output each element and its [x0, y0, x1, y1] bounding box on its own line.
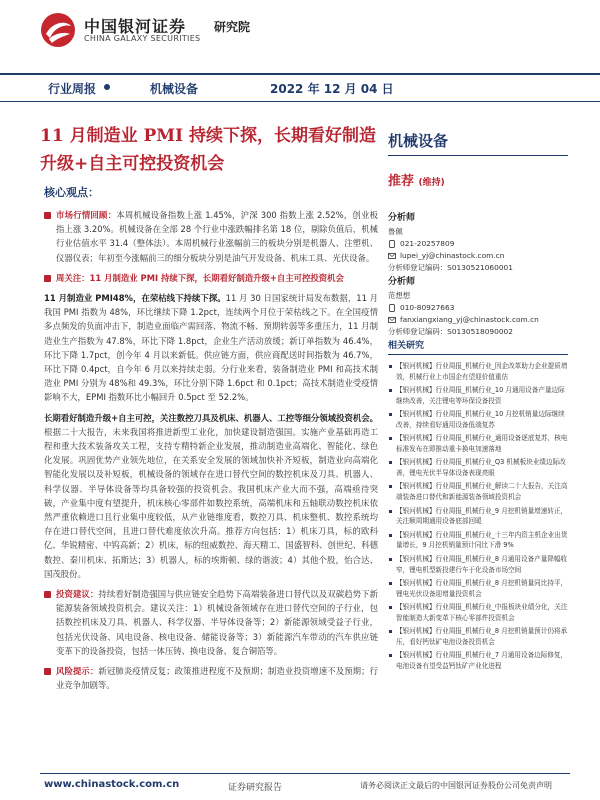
sidebar-rating [388, 130, 568, 189]
report-type: 行业周报 [48, 82, 97, 96]
bullet-icon [44, 591, 51, 598]
separator-dot-icon [104, 84, 110, 90]
investment-lead: 长期看好制造升级+自主可控，关注数控刀具及机床、机器人、工控等细分领域投资机会。 [44, 412, 378, 423]
related-item[interactable]: 【银河机械】行业周报_机械行业_通用设备逐底复苏，核电标准发布在即推动重卡换电加速落地 [388, 433, 568, 455]
analyst-email[interactable]: fanxiangxiang_yj@chinastock.com.cn [400, 315, 539, 324]
weekly-focus-paragraph [44, 271, 378, 285]
brand-name-en: CHINA GALAXY SECURITIES [84, 34, 201, 43]
related-list [388, 361, 568, 672]
sector-name: 机械设备 [388, 132, 449, 150]
risk-text: 新冠肺炎疫情反复；政策推进程度不及预期；制造业投资增速不及预期；行业竞争加剧等。 [56, 666, 379, 691]
brand-logo [40, 10, 340, 50]
bar-bottom-rule [0, 101, 600, 102]
related-heading: 相关研究 [388, 341, 425, 351]
report-info-bar [0, 73, 600, 103]
bar-top-rule [0, 73, 600, 75]
footer-report-kind: 证券研究报告 [228, 783, 283, 793]
footer-url[interactable]: www.chinastock.com.cn [44, 779, 180, 790]
related-item[interactable]: 【银河机械】行业周报_机械行业_8 月挖机销量同比持平，锂电光伏设备迎增量投资机会 [388, 578, 568, 600]
analyst-email-row[interactable] [388, 250, 568, 262]
related-item[interactable]: 【银河机械】行业周报_机械行业_8 月通用设备产量降幅收窄，锂电机型新投建行车于化设备市场空间 [388, 554, 568, 576]
report-date: 2022 年 12 月 04 日 [270, 82, 394, 96]
related-item[interactable]: 【银河机械】行业周报_机械行业_10 月通用设备产量边际继续改善，关注锂电等环保设备投资 [388, 385, 568, 407]
risk-paragraph [44, 664, 378, 692]
advice-paragraph [44, 587, 378, 658]
investment-text: 根据二十大报告，未来我国将推进新型工业化，加快建设制造强国。实施产业基础再造工程和重大技术装备攻关工程，支持专精特新企业发展，推动制造业高端化、智能化、绿色化发展。巩固优势产业领先地位，在关系安全发展的领域加快补齐短板，制造业向高端化智能化发展以及补短板，机械设备的领域存在进口替代空间的数控机床及刀具、机器人、科学仪器、半导体设备等均具备较强的投资机会。我国机床产业大而不强，高端亟待突破，产业集中度有望提升，机床核心零部件如数控系统，高端机床和五轴联动数控机床依然严重依赖进口且行业集中度较低，从产业链维度看，数控刀具、机床整机、数控系统均存在进口替代空间，且进口替代难度依次升高。推荐方向包括：1）机床刀具，标的欧科亿、华锐精密、中钨高新；2）机床，标的纽威数控、海天精工、国盛智科、创世纪、科德数控、秦川机床、拓斯达；3）机器人，标的埃斯顿、绿的谐波；4）其他个股，怡合达、国茂股份。 [44, 426, 378, 579]
brand-name-cn: 中国银河证券 [84, 17, 187, 36]
related-item[interactable]: 【银河机械】行业周报_机械行业_10 月挖机销量边际继续改善，持续看好通用设备低端复苏 [388, 409, 568, 431]
bullet-icon [44, 212, 51, 219]
analyst-phone: 021-20257809 [400, 239, 455, 248]
market-review-paragraph [44, 208, 378, 265]
bullet-icon [44, 275, 51, 282]
advice-label: 投资建议： [56, 589, 99, 600]
analyst-phone: 010-80927663 [400, 303, 455, 312]
weekly-focus-label: 周关注： [56, 272, 90, 283]
analyst-heading: 分析师 [388, 277, 416, 287]
rating [388, 170, 568, 189]
related-item[interactable]: 【银河机械】行业周报_机械行业_因企改革助力企业提质增效，机械行业上市国企有望迎价值重估 [388, 361, 568, 383]
analyst-block-2 [388, 276, 568, 338]
analyst-email[interactable]: lupei_yj@chinastock.com.cn [400, 251, 505, 260]
phone-icon [388, 240, 396, 248]
related-item[interactable]: 【银河机械】行业周报_机械行业_Q3 机械板块业绩边际改善，锂电光伏半导体设备表现亮眼 [388, 457, 568, 479]
market-review-label: 市场行情回顾： [56, 210, 117, 220]
analyst-block-1 [388, 212, 568, 274]
analyst-email-row[interactable] [388, 314, 568, 326]
related-item[interactable]: 【银河机械】行业周报_机械行业_8 月挖机销量预计仍将承压，看好钙钛矿电池设备投资机会 [388, 626, 568, 648]
related-item[interactable]: 【银河机械】行业周报_机械行业_中报板块业绩分化，关注智能制造大新变革下核心零部件投资机会 [388, 602, 568, 624]
main-content [44, 208, 378, 699]
advice-text: 持续看好制造强国与供应链安全趋势下高端装备进口替代以及双碳趋势下新能源装备领域投资机会。建议关注：1）机械设备领域存在进口替代空间的子行业，包括数控机床及刀具、机器人、科学仪器、半导体设备等；2）新能源领域受益子行业，包括光伏设备、风电设备、核电设备、储能设备等；3）新能源汽车带动的汽车供应链变革下的设备投资，包括一体压铸、换电设备、复合铜箔等。 [56, 589, 379, 656]
related-item[interactable]: 【银河机械】行业周报_机械行业_7 月通用设备边际修复，电池设备有望受益钙钛矿产业化进程 [388, 650, 568, 672]
email-icon [388, 316, 396, 324]
phone-icon [388, 304, 396, 312]
analyst-heading: 分析师 [388, 213, 416, 223]
report-industry: 机械设备 [150, 82, 199, 96]
pmi-text: 11 月 30 日国家统计局发布数据，11 月我国 PMI 指数为 48%，环比继续下降 1.2pct，连续两个月位于荣枯线之下。在全国疫情多点频发的负面冲击下，制造业面临产需回落、物流不畅、预期转弱等多重压力，11 月制造业生产指数为 47.8%，环比下降 1.8pct，企业生产活动放缓；新订单指数为 46.4%，环比下降 1.7pct，创今年 4 月以来新低。供应链方面，供应商配送时间指数为 46.7%，环比下降 0.4pct，自今年 6 月以来持续走弱。分行业来看，装备制造业 PMI 和高技术制造业 PMI 分别为 48%和 49.3%，环比分别下降 1.6pct 和 0.1pct；高技术制造业受疫情影响不大，EPMI 指数环比小幅回升 0.5pct 至 52.2%。 [44, 293, 378, 403]
analyst-name: 鲁佩 [388, 227, 403, 236]
investment-paragraph [44, 411, 378, 581]
core-views-heading: 核心观点： [44, 186, 99, 199]
market-review-text: 本周机械设备指数上涨 1.45%，沪深 300 指数上涨 2.52%，创业板指上涨 3.20%。机械设备在全部 28 个行业中涨跌幅排名第 18 位，剔除负值后，机械行业估值水平 31.4（整体法）。本周机械行业涨幅前三的板块分别是机器人、注塑机、仪器仪表；年初至今涨幅前三的细分板块分别是油气开发设备、机床工具、光伏设备。 [56, 210, 379, 263]
analyst-cert: 分析师登记编码：S0130521060001 [388, 263, 513, 272]
institute-label: 研究院 [214, 20, 251, 34]
risk-label: 风险提示： [56, 666, 99, 677]
related-item[interactable]: 【银河机械】行业周报_机械行业_十三年内资主机企业出货量增长，9 月挖机销量预计同比下滑 9% [388, 530, 568, 552]
related-research [388, 338, 568, 674]
rating-value: 推荐 [388, 174, 415, 189]
analyst-phone-row [388, 238, 568, 250]
galaxy-logo-icon [40, 12, 76, 48]
related-item[interactable]: 【银河机械】行业周报_机械行业_解读二十大报告，关注高端装备进口替代和新能源装备领域投资机会 [388, 481, 568, 503]
bullet-icon [44, 668, 51, 675]
email-icon [388, 252, 396, 260]
footer-rule [40, 773, 570, 774]
analyst-phone-row [388, 302, 568, 314]
pmi-lead: 11 月制造业 PMI48%，在荣枯线下持续下探。 [44, 293, 226, 304]
footer-disclaimer: 请务必阅读正文最后的中国银河证券股份公司免责声明 [360, 781, 552, 790]
analyst-cert: 分析师登记编码：S0130518090002 [388, 327, 513, 336]
related-rule [388, 354, 568, 355]
sector-rule [388, 155, 568, 156]
pmi-paragraph [44, 291, 378, 405]
analyst-name: 范想想 [388, 291, 411, 300]
related-item[interactable]: 【银河机械】行业周报_机械行业_9 月挖机销量增速转正，关注顺周期通用设备底部回暖 [388, 506, 568, 528]
report-title: 11 月制造业 PMI 持续下探，长期看好制造升级+自主可控投资机会 [40, 126, 376, 174]
weekly-focus-text: 11 月制造业 PMI 持续下探，长期看好制造升级+自主可控投资机会 [89, 272, 344, 283]
rating-note: (维持) [418, 178, 445, 188]
